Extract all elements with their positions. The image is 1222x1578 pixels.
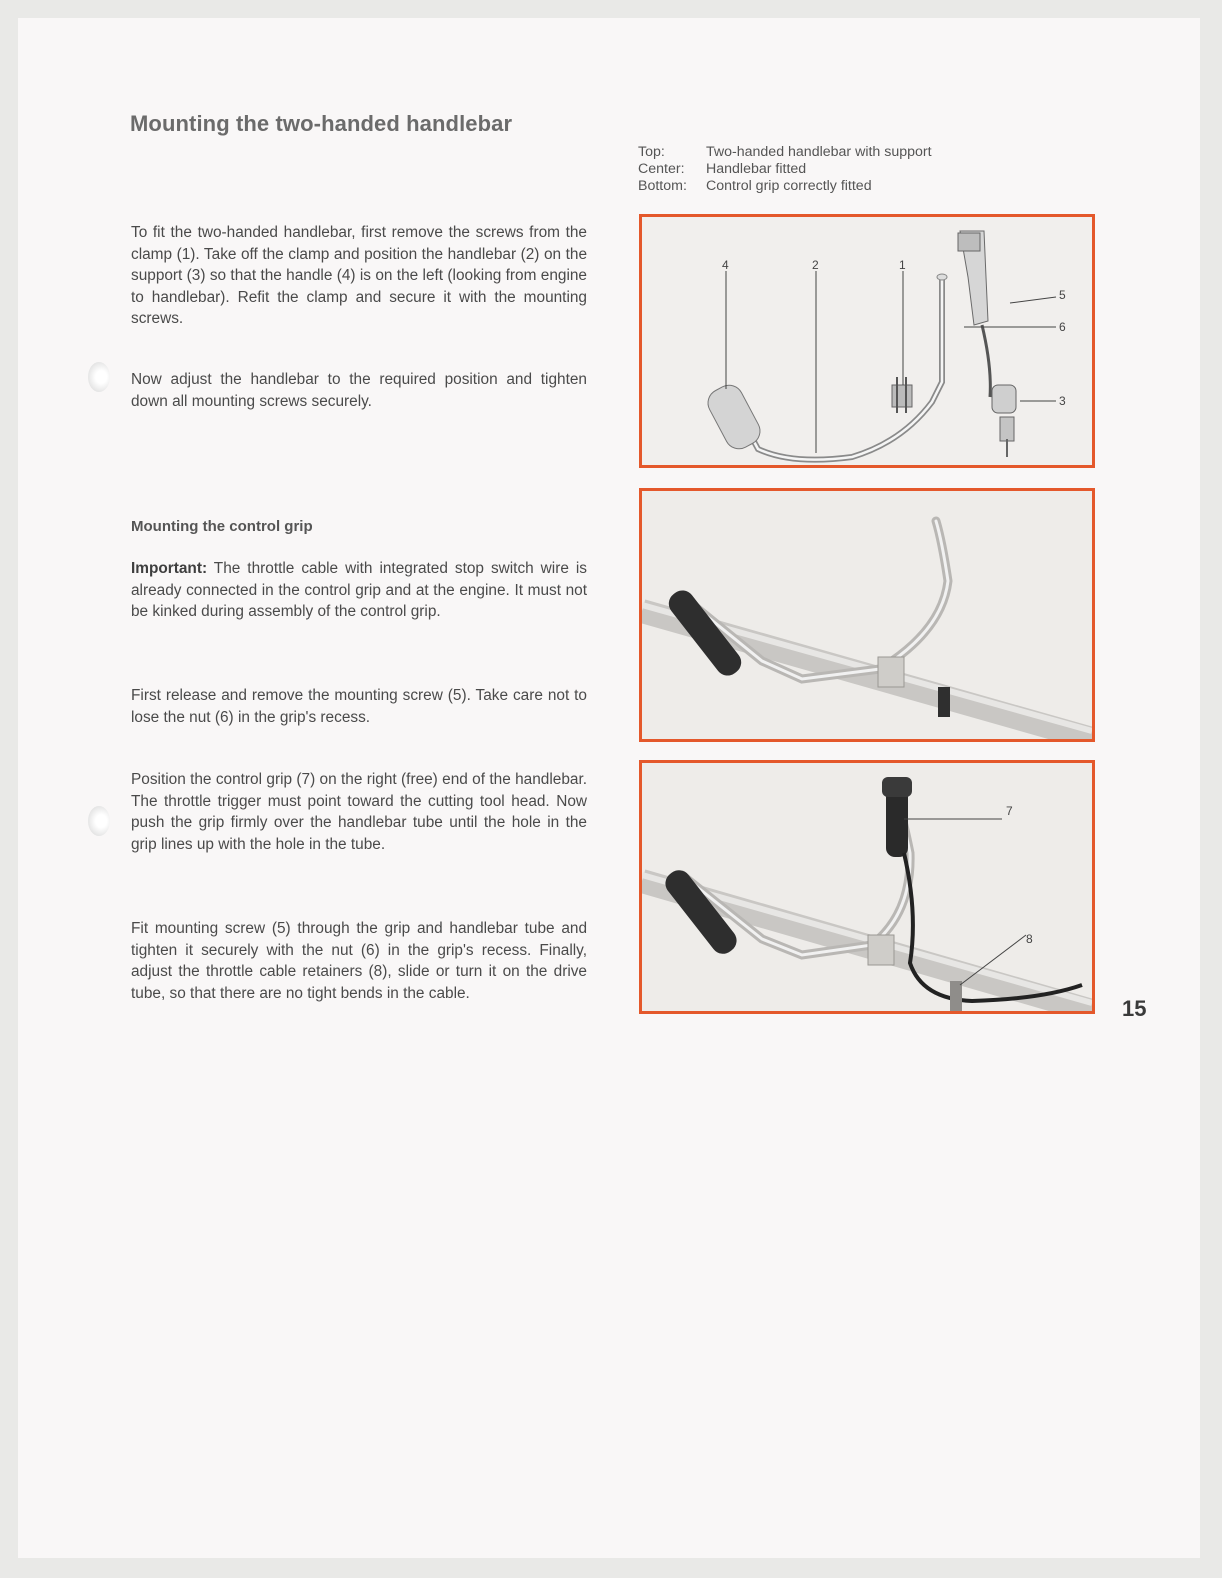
callout-4: 4 <box>722 258 729 272</box>
caption-key: Bottom: <box>638 178 687 194</box>
callout-7: 7 <box>1006 804 1013 818</box>
instruction-paragraph-remove-screw: First release and remove the mounting screw (5). Take care not to lose the nut (6) in the grip's recess. <box>131 687 587 726</box>
important-note <box>131 558 587 623</box>
instruction-paragraph-fit-screw: Fit mounting screw (5) through the grip and handlebar tube and tighten it securely with the nut (6) in the grip's recess. Finally, adjust the throttle cable retainers (8), slide or turn it on the drive tube, so that there are no tight bends in the cable. <box>131 920 587 1002</box>
caption-key: Center: <box>638 161 685 177</box>
support-part <box>992 385 1016 457</box>
figure-bottom-control-grip-fitted <box>639 760 1095 1014</box>
caption-bottom <box>638 178 932 195</box>
handlebar-tube <box>730 277 942 460</box>
callout-3: 3 <box>1059 394 1066 408</box>
figure-center-handlebar-fitted <box>639 488 1095 742</box>
handlebar-photo <box>642 491 1092 739</box>
instruction-paragraph-position-grip: Position the control grip (7) on the right (free) end of the handlebar. The throttle trigger must point toward the cutting tool head. Now push the grip firmly over the handlebar tube until the hole in the grip lines up with the hole in the tube. <box>131 771 587 853</box>
tube-clip <box>938 687 950 717</box>
clamp <box>868 935 894 965</box>
figure-top-handlebar-with-support <box>639 214 1095 468</box>
binder-hole-bottom <box>88 806 110 836</box>
control-grip-part <box>958 231 990 397</box>
callout-1: 1 <box>899 258 906 272</box>
cable-retainer <box>950 981 962 1011</box>
important-text: The throttle cable with integrated stop switch wire is already connected in the control grip and at the engine. It must not be kinked during assembly of the control grip. <box>131 560 587 620</box>
section-heading-control-grip: Mounting the control grip <box>131 518 313 535</box>
figure-captions <box>638 144 932 195</box>
caption-top <box>638 144 932 161</box>
caption-text: Control grip correctly fitted <box>706 178 872 194</box>
important-label: Important: <box>131 560 208 577</box>
instruction-paragraph-adjust: Now adjust the handlebar to the required position and tighten down all mounting screws securely. <box>131 371 587 410</box>
binder-hole-top <box>88 362 110 392</box>
callout-5: 5 <box>1059 288 1066 302</box>
callout-6: 6 <box>1059 320 1066 334</box>
instruction-paragraph-fit-handlebar: To fit the two-handed handlebar, first remove the screws from the clamp (1). Take off the clamp and position the handlebar (2) on the support (3) so that the handle (4) is on the left (looking from engine to handlebar). Refit the clamp and secure it with the mounting screws. <box>131 224 587 327</box>
caption-text: Handlebar fitted <box>706 161 807 177</box>
callout-2: 2 <box>812 258 819 272</box>
caption-text: Two-handed handlebar with support <box>706 144 932 160</box>
callout-8: 8 <box>1026 932 1033 946</box>
clamp <box>878 657 904 687</box>
page-number: 15 <box>1122 996 1147 1021</box>
page-title: Mounting the two-handed handlebar <box>130 111 513 136</box>
handlebar-diagram <box>642 217 1092 465</box>
clamp-assembly <box>892 377 912 413</box>
caption-center <box>638 161 932 178</box>
control-grip-photo <box>642 763 1092 1011</box>
caption-key: Top: <box>638 144 665 160</box>
